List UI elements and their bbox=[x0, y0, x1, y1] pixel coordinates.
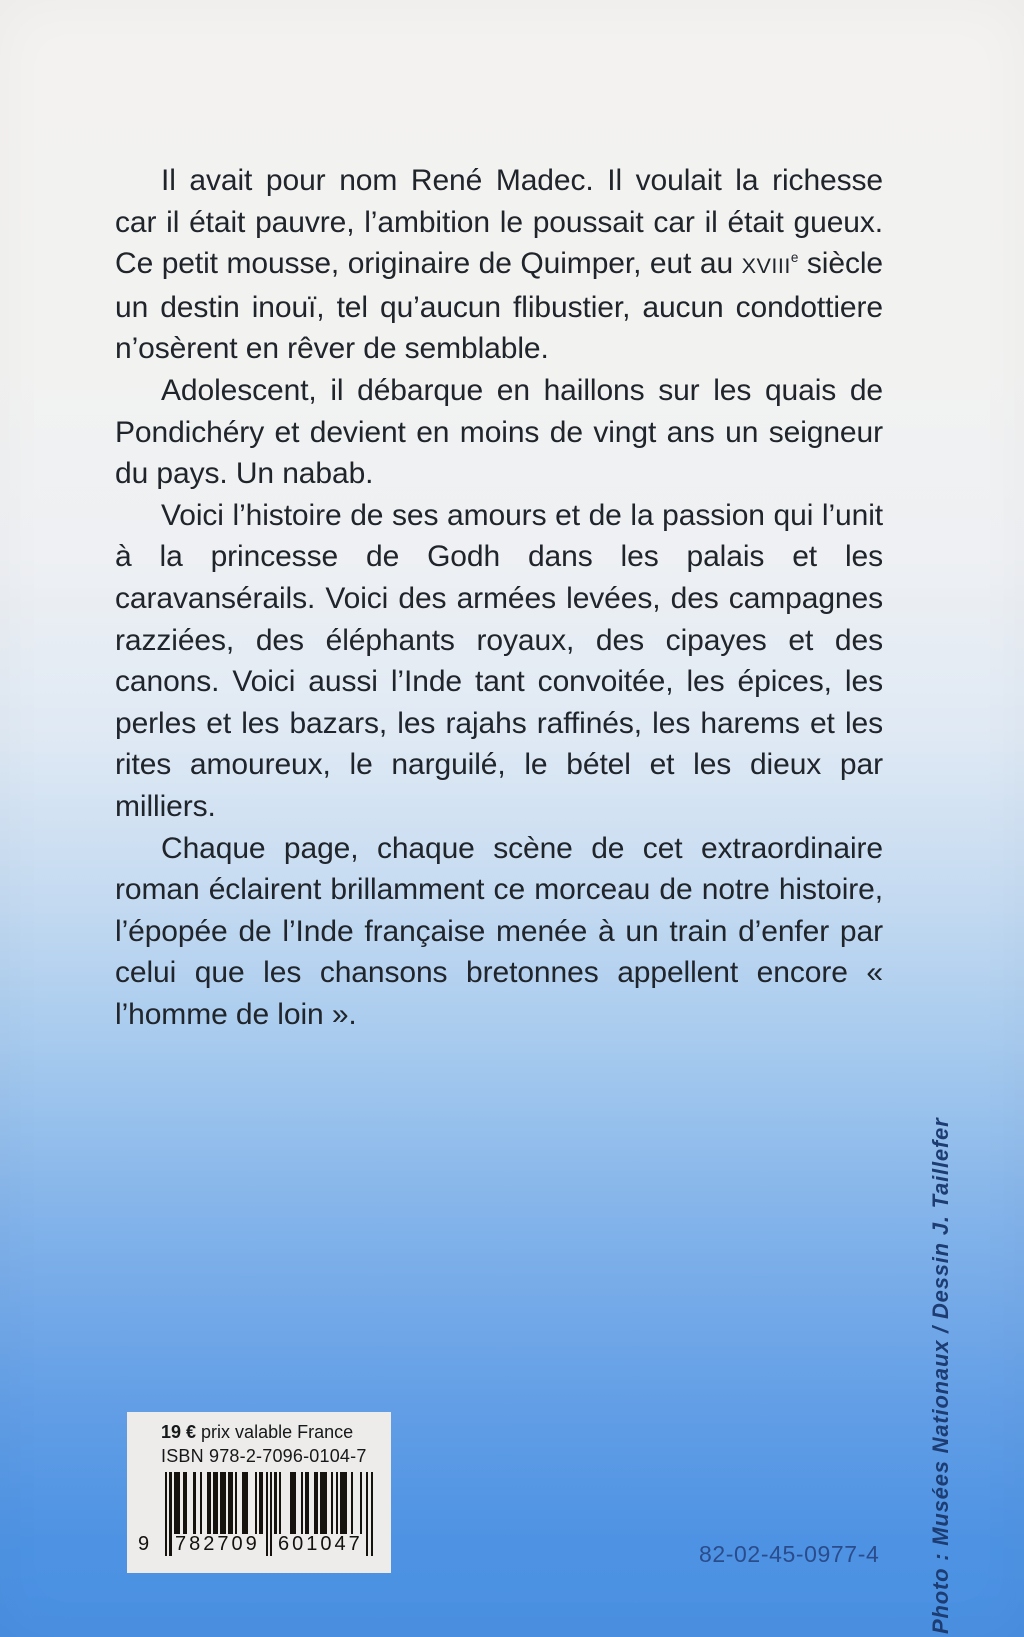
blurb-text bbox=[115, 160, 883, 1035]
blurb-paragraph-1 bbox=[115, 160, 883, 370]
paragraph-1-text-continued: siècle un destin inouï, tel qu’aucun flibustier, aucun condottiere n’osèrent en rêver de semblable. bbox=[115, 247, 883, 366]
blurb-paragraph-3: Voici l’histoire de ses amours et de la passion qui l’unit à la princesse de Godh dans les palais et les caravansérails. Voici des armées levées, des campagnes razziées, des éléphants royaux, des cipayes et des canons. Voici aussi l’Inde tant convoitée, les épices, les perles et les bazars, les rajahs raffinés, les harems et les rites amoureux, le narguilé, le bétel et les dieux par milliers. bbox=[115, 498, 883, 823]
barcode-digit-left: 9 bbox=[138, 1533, 153, 1555]
blurb-paragraph-2: Adolescent, il débarque en haillons sur les quais de Pondichéry et devient en moins de vingt ans un seigneur du pays. Un nabab. bbox=[115, 373, 883, 491]
ean13-barcode bbox=[138, 1472, 375, 1558]
barcode-digits-group1: 782709 bbox=[175, 1533, 260, 1555]
roman-numeral-xviii: XVIII bbox=[741, 253, 791, 279]
photo-credit-vertical: Photo : Musées Nationaux / Dessin J. Taillefer bbox=[928, 1117, 953, 1634]
barcode-digits bbox=[138, 1533, 375, 1557]
ordinal-superscript: e bbox=[790, 250, 799, 266]
barcode-label bbox=[127, 1412, 391, 1573]
price-value: 19 € bbox=[161, 1422, 197, 1442]
barcode-digits-group2: 601047 bbox=[278, 1533, 363, 1555]
publisher-code: 82-02-45-0977-4 bbox=[699, 1541, 880, 1567]
blurb-paragraph-4: Chaque page, chaque scène de cet extraordinaire roman éclairent brillamment ce morceau de notre histoire, l’épopée de l’Inde française menée à un train d’enfer par celui que les chansons bretonnes appellent encore « l’homme de loin ». bbox=[115, 831, 883, 1031]
price-line bbox=[161, 1422, 391, 1443]
price-validity-text: prix valable France bbox=[196, 1422, 354, 1442]
paragraph-1-text: Il avait pour nom René Madec. Il voulait la richesse car il était pauvre, l’ambition le poussait car il était gueux. Ce petit mousse, originaire de Quimper, eut au bbox=[115, 164, 883, 281]
isbn-text: ISBN 978-2-7096-0104-7 bbox=[161, 1446, 367, 1466]
